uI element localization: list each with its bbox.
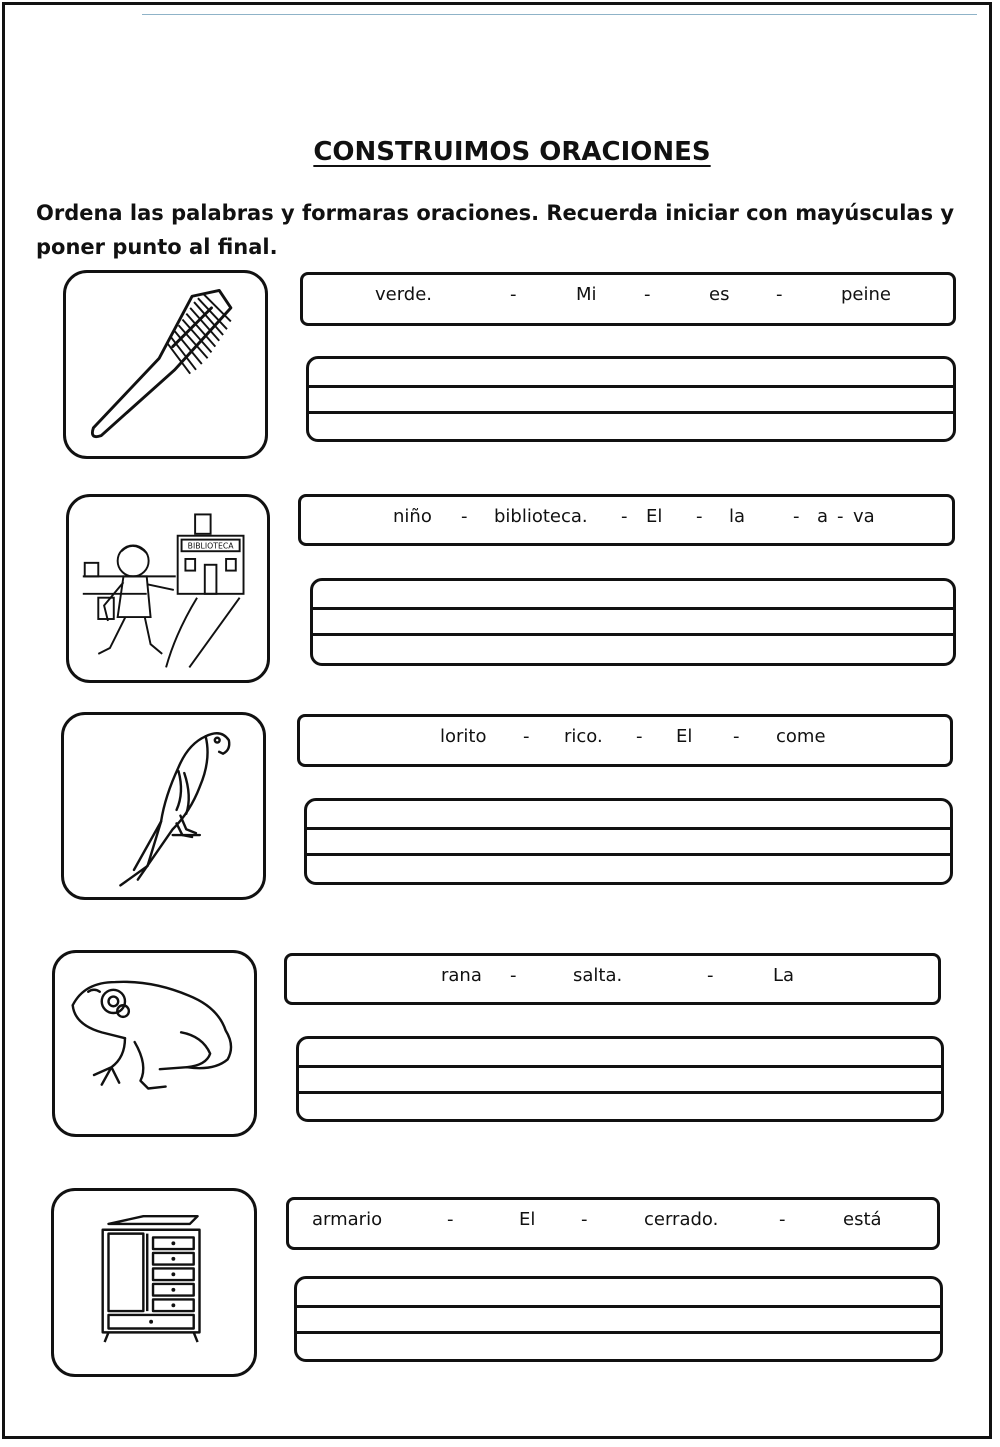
- word-separator: -: [644, 284, 651, 305]
- word-token: El: [676, 726, 693, 747]
- word-token: lorito: [440, 726, 487, 747]
- exercise-3-word-box: [297, 714, 953, 767]
- boy-library-icon: [69, 497, 267, 680]
- word-separator: -: [461, 506, 468, 527]
- exercise-2-answer-lines[interactable]: [310, 578, 956, 666]
- exercise-4-answer-lines[interactable]: [296, 1036, 944, 1122]
- exercise-1-word-box: [300, 272, 956, 326]
- word-separator: -: [447, 1209, 454, 1230]
- exercise-1-picture: [63, 270, 268, 459]
- word-separator: -: [707, 965, 714, 986]
- word-separator: -: [779, 1209, 786, 1230]
- word-separator: -: [733, 726, 740, 747]
- exercise-3-picture: [61, 712, 266, 900]
- word-token: la: [729, 506, 746, 527]
- word-token: está: [843, 1209, 882, 1230]
- word-token: El: [519, 1209, 536, 1230]
- word-token: biblioteca.: [494, 506, 588, 527]
- exercise-2-word-box: [298, 494, 955, 546]
- word-separator: -: [793, 506, 800, 527]
- word-token: rana: [441, 965, 482, 986]
- instructions-text: Ordena las palabras y formaras oraciones. Recuerda iniciar con mayúsculas y poner punto al final.: [36, 201, 955, 259]
- frog-icon: [55, 953, 254, 1134]
- top-divider: [142, 14, 977, 15]
- word-token: es: [709, 284, 730, 305]
- word-token: peine: [841, 284, 891, 305]
- exercise-5-word-box: [286, 1197, 940, 1250]
- word-token: Mi: [576, 284, 597, 305]
- comb-icon: [66, 273, 265, 456]
- word-token: a: [817, 506, 829, 527]
- word-token: La: [773, 965, 795, 986]
- page-title: CONSTRUIMOS ORACIONES: [313, 137, 711, 167]
- word-token: verde.: [375, 284, 433, 305]
- word-token: salta.: [573, 965, 623, 986]
- word-separator: -: [510, 284, 517, 305]
- exercise-2-picture: [66, 494, 270, 683]
- word-separator: -: [696, 506, 703, 527]
- word-token: niño: [393, 506, 432, 527]
- parrot-icon: [64, 715, 263, 897]
- word-separator: -: [636, 726, 643, 747]
- word-separator: -: [621, 506, 628, 527]
- word-token: rico.: [564, 726, 603, 747]
- word-separator: -: [523, 726, 530, 747]
- word-token: va: [853, 506, 875, 527]
- wardrobe-icon: [54, 1191, 254, 1374]
- word-separator: -: [510, 965, 517, 986]
- exercise-1-answer-lines[interactable]: [306, 356, 956, 442]
- word-token: come: [776, 726, 826, 747]
- exercise-4-word-box: [284, 953, 941, 1005]
- word-separator: -: [776, 284, 783, 305]
- exercise-4-picture: [52, 950, 257, 1137]
- exercise-3-answer-lines[interactable]: [304, 798, 953, 885]
- word-token: El: [646, 506, 663, 527]
- word-separator: -: [837, 506, 844, 527]
- word-token: armario: [312, 1209, 383, 1230]
- word-token: cerrado.: [644, 1209, 719, 1230]
- word-separator: -: [581, 1209, 588, 1230]
- library-sign-text: BIBLIOTECA: [187, 541, 234, 551]
- exercise-5-answer-lines[interactable]: [294, 1276, 943, 1362]
- exercise-5-picture: [51, 1188, 257, 1377]
